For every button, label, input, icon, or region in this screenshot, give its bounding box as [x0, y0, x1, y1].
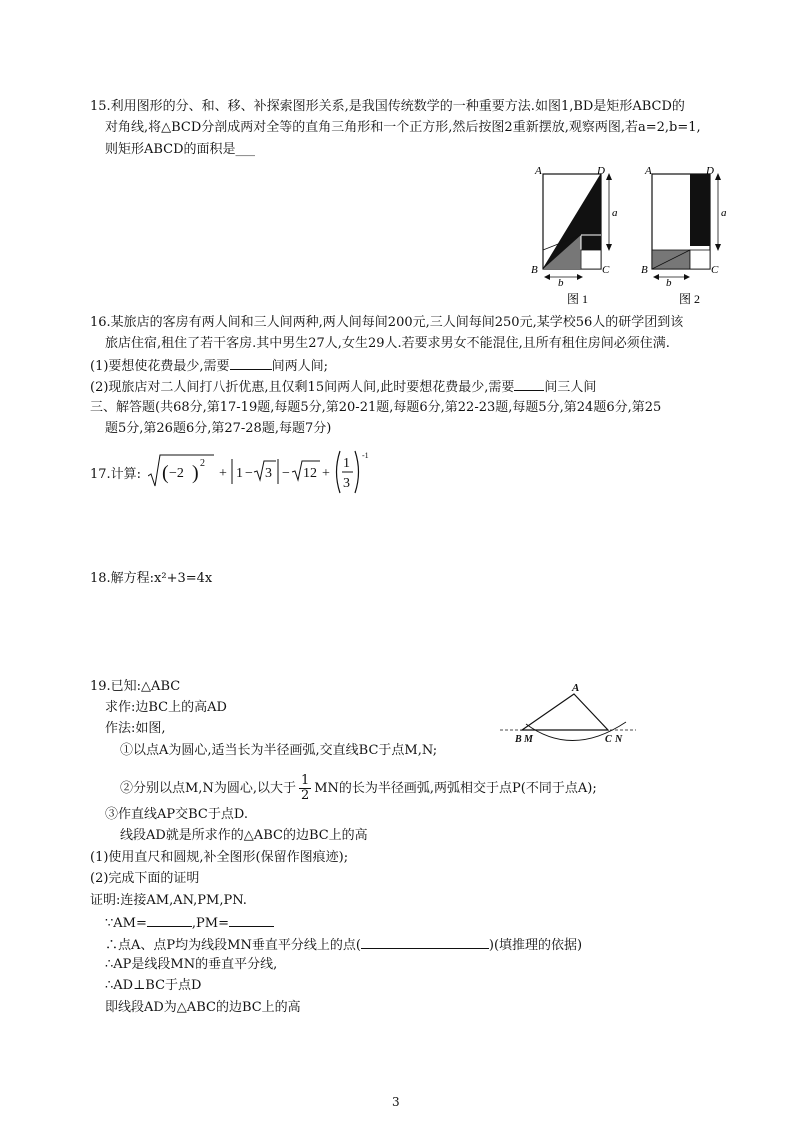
q19-label-A: A — [572, 682, 580, 694]
q15-line1: 15.利用图形的分、和、移、补探索图形关系,是我国传统数学的一种重要方法.如图1,BD是矩形ABCD的 — [90, 99, 685, 114]
q15-line2: 对角线,将△BCD分剖成两对全等的直角三角形和一个正方形,然后按图2重新摆放,观察两图,若a=2,b=1, — [105, 120, 701, 135]
q16-part2-pre: (2)现旅店对二人间打八折优惠,且仅剩15间两人间,此时要想花费最少,需要 — [90, 380, 515, 395]
q19-proof5: ∴AD⊥BC于点D — [105, 978, 202, 993]
q16-part2-post: 间三人间 — [544, 380, 597, 395]
q19-am-answer-blank[interactable] — [147, 913, 192, 927]
q19-step1: ①以点A为圆心,适当长为半径画弧,交直线BC于点M,N; — [120, 743, 438, 758]
q15-line3: 则矩形ABCD的面积是___ — [105, 142, 256, 157]
q19-proof6: 即线段AD为△ABC的边BC上的高 — [105, 1000, 301, 1015]
q19-proof4: ∴AP是线段MN的垂直平分线, — [105, 957, 278, 972]
q17-plus2: + — [322, 466, 330, 481]
q17-frac-den: 3 — [343, 476, 350, 491]
q19-proof1: 证明:连接AM,AN,PM,PN. — [90, 893, 247, 908]
q19-step2-fraction — [299, 774, 311, 803]
q16-part1-pre: (1)要想使花费最少,需要 — [90, 359, 230, 374]
fig1-label-C: C — [602, 264, 610, 276]
q19-reason-answer-blank[interactable] — [361, 935, 489, 949]
q17-sqrt3: 3 — [265, 466, 272, 481]
q16-line1: 16.某旅店的客房有两人间和三人间两种,两人间每间200元,三人间每间250元,某学校56人的研学团到该 — [90, 315, 684, 330]
q19-label-M: M — [524, 734, 533, 745]
q19-proof2-a: ∵AM= — [105, 916, 147, 931]
q17-prefix: 17.计算: — [90, 467, 142, 482]
fig2-caption: 图 2 — [679, 292, 701, 306]
page-number: 3 — [392, 1095, 400, 1109]
fig1-label-b: b — [558, 277, 564, 289]
q19-pm-answer-blank[interactable] — [229, 913, 274, 927]
q17-abs-minus: − — [245, 466, 253, 481]
fig1-label-B: B — [531, 264, 538, 276]
q19-step2 — [120, 774, 597, 803]
q19-step4: 线段AD就是所求作的△ABC的边BC上的高 — [120, 828, 368, 843]
q16-part2-answer-blank[interactable] — [514, 377, 544, 391]
q16-part2 — [90, 377, 596, 397]
q17-plus1: + — [219, 466, 227, 481]
fig2-label-C: C — [711, 264, 719, 276]
q17-expression — [148, 450, 348, 496]
q19-label-N: N — [615, 734, 623, 745]
q19-label-C: C — [605, 734, 612, 745]
q18-text: 18.解方程:x²+3=4x — [90, 571, 213, 586]
fig2-label-b: b — [666, 277, 672, 289]
q19-proof3 — [105, 935, 582, 955]
fig1-label-a: a — [612, 207, 618, 219]
q19-label-B: B — [515, 734, 522, 745]
fig2-label-D: D — [706, 165, 714, 177]
q19-step2-frac-num: 1 — [300, 773, 310, 788]
q19-part2: (2)完成下面的证明 — [90, 871, 200, 886]
q17-exp2: 2 — [200, 458, 205, 469]
q19-step2-frac-den: 2 — [300, 788, 310, 803]
q16-line2: 旅店住宿,租住了若干客房.其中男生27人,女生29人.若要求男女不能混住,且所有租住房间必须住满. — [105, 336, 670, 351]
q15-figures — [525, 162, 735, 312]
q17-neg-exp: -1 — [362, 451, 369, 460]
q16-part1-post: 间两人间; — [271, 359, 328, 374]
q16-part1-answer-blank[interactable] — [230, 356, 272, 370]
q19-figure — [498, 680, 640, 746]
q16-part1 — [90, 356, 328, 376]
q19-step2-post: MN的长为半径画弧,两弧相交于点P(不同于点A); — [314, 781, 597, 796]
q19-line1: 19.已知:△ABC — [90, 679, 181, 694]
q19-proof2-b: ,PM= — [191, 916, 229, 931]
section3-line2: 题5分,第26题6分,第27-28题,每题7分) — [105, 421, 332, 436]
q17-base-inner: −2 — [169, 466, 184, 481]
fig2-label-a: a — [721, 207, 727, 219]
q17-frac-num: 1 — [343, 456, 350, 471]
q19-proof3-post: )(填推理的依据) — [488, 938, 583, 953]
svg-text:(: ( — [162, 462, 169, 484]
q19-step2-pre: ②分别以点M,N为圆心,以大于 — [120, 781, 296, 796]
q19-step3: ③作直线AP交BC于点D. — [105, 807, 248, 822]
q17-sqrt12: 12 — [303, 466, 317, 481]
q19-proof2 — [105, 913, 274, 933]
svg-text:): ) — [192, 462, 199, 484]
fig1-label-A: A — [535, 165, 542, 177]
fig1-label-D: D — [597, 165, 605, 177]
q19-line2: 求作:边BC上的高AD — [105, 700, 227, 715]
q17-fraction-power — [332, 446, 378, 498]
q17-minus: − — [282, 466, 290, 481]
figure-1 — [531, 165, 618, 306]
section3-line1: 三、解答题(共68分,第17-19题,每题5分,第20-21题,每题6分,第22-23题,每题5分,第24题6分,第25 — [90, 400, 662, 415]
figure-2 — [641, 165, 727, 306]
q17-abs-1: 1 — [236, 466, 243, 481]
q19-line3: 作法:如图, — [105, 721, 166, 736]
fig2-label-B: B — [641, 264, 648, 276]
q19-part1: (1)使用直尺和圆规,补全图形(保留作图痕迹); — [90, 850, 349, 865]
fig1-caption: 图 1 — [567, 292, 589, 306]
q19-proof3-pre: ∴点A、点P均为线段MN垂直平分线上的点( — [105, 938, 361, 953]
fig2-label-A: A — [645, 165, 652, 177]
